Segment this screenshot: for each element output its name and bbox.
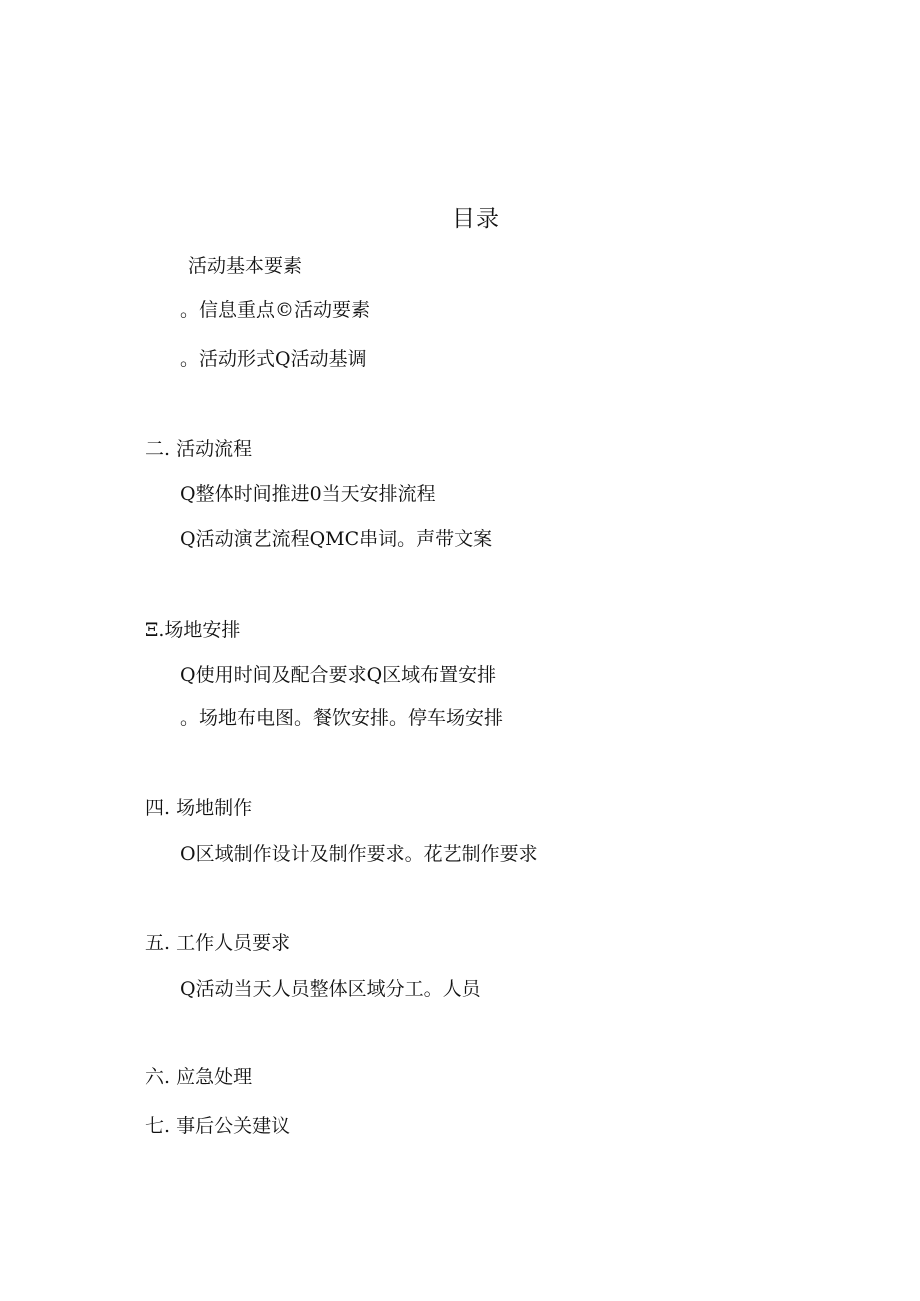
toc-entry-staff-division: Q活动当天人员整体区域分工。人员 [180, 978, 481, 1000]
toc-entry-usage-time: Q使用时间及配合要求Q区域布置安排 [180, 664, 497, 686]
toc-entry-performance-process: Q活动演艺流程QMC串词。声带文案 [180, 528, 493, 550]
toc-entry-activity-basics: 活动基本要素 [188, 255, 303, 277]
toc-section-venue-arrangement: Ξ.场地安排 [145, 619, 241, 641]
toc-entry-activity-form: 。活动形式Q活动基调 [180, 348, 367, 370]
toc-entry-overall-timeline: Q整体时间推进0当天安排流程 [180, 483, 436, 505]
toc-title: 目录 [452, 206, 500, 232]
toc-entry-site-layout: 。场地布电图。餐饮安排。停车场安排 [180, 707, 504, 729]
toc-section-post-event-pr: 七. 事后公关建议 [145, 1115, 291, 1137]
toc-entry-info-focus: 。信息重点©活动要素 [180, 299, 371, 321]
toc-section-emergency-handling: 六. 应急处理 [145, 1066, 253, 1088]
toc-section-activity-process: 二. 活动流程 [145, 438, 253, 460]
toc-section-venue-production: 四. 场地制作 [145, 797, 253, 819]
toc-entry-area-production: O区域制作设计及制作要求。花艺制作要求 [180, 843, 538, 865]
toc-section-staff-requirements: 五. 工作人员要求 [145, 932, 291, 954]
